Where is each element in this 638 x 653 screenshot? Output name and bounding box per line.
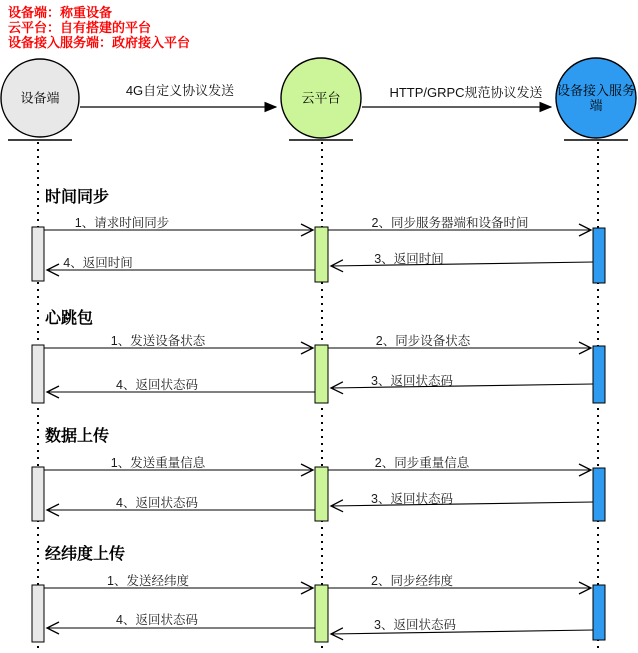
- actor-cloud-label: 云平台: [301, 90, 341, 106]
- message-label-s4-m4: 4、返回状态码: [116, 613, 198, 627]
- message-label-s4-m1: 1、发送经纬度: [107, 574, 189, 588]
- message-label-s1-m4: 4、返回时间: [63, 256, 133, 270]
- activation-bar-cloud-3: [315, 467, 328, 521]
- actor-device-label: 设备端: [20, 90, 60, 106]
- message-label-s3-m2: 2、同步重量信息: [374, 456, 470, 470]
- activation-bar-device-1: [32, 227, 44, 281]
- legend-line: 云平台：自有搭建的平台: [8, 20, 152, 35]
- activation-bar-service-3: [593, 468, 605, 521]
- activation-bar-cloud-2: [315, 345, 328, 403]
- legend-line: 设备端：称重设备: [8, 5, 113, 20]
- actor-service-label: 设备接入服务端: [556, 83, 635, 113]
- section-title-2: 心跳包: [45, 310, 94, 327]
- protocol-arrow-4g-label: 4G自定义协议发送: [125, 83, 235, 98]
- activation-bar-device-3: [32, 467, 44, 521]
- message-label-s1-m3: 3、返回时间: [374, 252, 444, 266]
- message-label-s2-m1: 1、发送设备状态: [110, 334, 206, 348]
- message-label-s4-m2: 2、同步经纬度: [371, 574, 453, 588]
- section-title-1: 时间同步: [45, 189, 110, 206]
- activation-bar-service-1: [593, 228, 605, 283]
- activation-bar-device-2: [32, 345, 44, 403]
- activation-bar-service-2: [593, 346, 605, 403]
- message-label-s2-m3: 3、返回状态码: [371, 374, 453, 388]
- activation-bar-cloud-1: [315, 227, 328, 282]
- section-title-3: 数据上传: [45, 428, 110, 445]
- legend-line: 设备接入服务端：政府接入平台: [8, 35, 191, 50]
- message-label-s2-m4: 4、返回状态码: [116, 378, 198, 392]
- message-arrow-s4-m3: [331, 630, 593, 634]
- activation-bar-cloud-4: [315, 585, 328, 642]
- message-label-s3-m1: 1、发送重量信息: [110, 456, 206, 470]
- activation-bar-service-4: [593, 585, 605, 640]
- protocol-arrow-http-grpc-label: HTTP/GRPC规范协议发送: [389, 85, 543, 100]
- message-label-s1-m2: 2、同步服务器端和设备时间: [371, 216, 529, 230]
- message-label-s2-m2: 2、同步设备状态: [375, 334, 471, 348]
- message-arrow-s1-m3: [331, 262, 593, 266]
- legend: [8, 5, 190, 50]
- activation-bar-device-4: [32, 585, 44, 642]
- message-label-s1-m1: 1、请求时间同步: [74, 216, 170, 230]
- message-label-s4-m3: 3、返回状态码: [374, 618, 456, 632]
- section-title-4: 经纬度上传: [45, 546, 126, 563]
- message-label-s3-m3: 3、返回状态码: [371, 492, 453, 506]
- message-label-s3-m4: 4、返回状态码: [116, 496, 198, 510]
